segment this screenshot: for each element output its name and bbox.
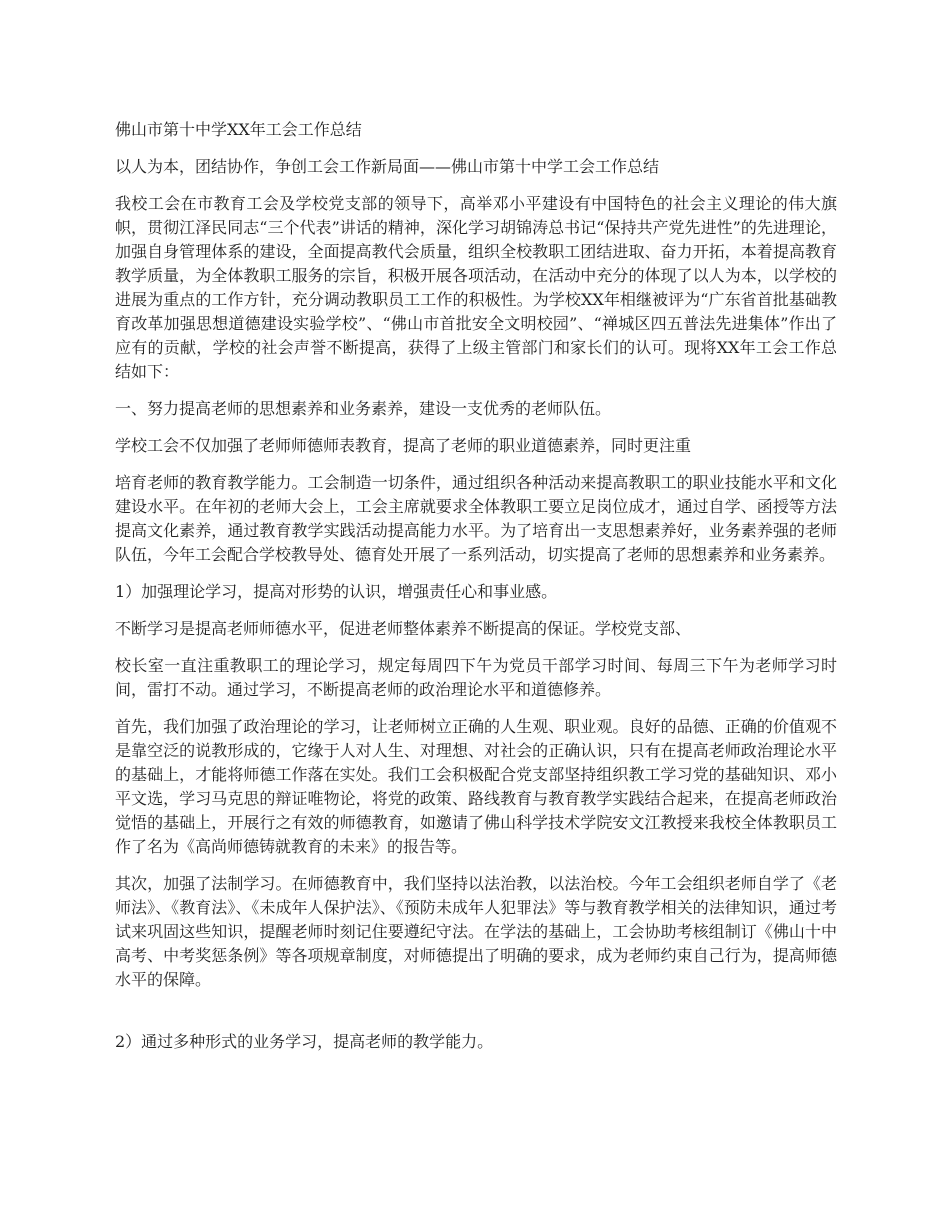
paragraph: 首先，我们加强了政治理论的学习，让老师树立正确的人生观、职业观。良好的品德、正确的价值观不是靠空泛的说教形成的，它缘于人对人生、对理想、对社会的正确认识，只有在提高老师政治理论水平的基础上，才能将师德工作落在实处。我们工会积极配合党支部坚持组织教工学习党的基础知识、邓小平文选，学习马克思的辩证唯物论，将党的政策、路线教育与教育教学实践结合起来，在提高老师政治觉悟的基础上，开展行之有效的师德教育，如邀请了佛山科学技术学院安文江教授来我校全体教职员工作了名为《高尚师德铸就教育的未来》的报告等。: [115, 717, 837, 856]
paragraph: 其次，加强了法制学习。在师德教育中，我们坚持以法治教，以法治校。今年工会组织老师自学了《老师法》、《教育法》、《未成年人保护法》、《预防未成年人犯罪法》等与教育教学相关的法律知识，通过考试来巩固这些知识，提醒老师时刻记住要遵纪守法。在学法的基础上，工会协助考核组制订《佛山十中高考、中考奖惩条例》等各项规章制度，对师德提出了明确的要求，成为老师约束自己行为，提高师德水平的保障。: [115, 874, 837, 989]
section-heading-1: 一、努力提高老师的思想素养和业务素养，建设一支优秀的老师队伍。: [115, 399, 612, 418]
paragraph: 培育老师的教育教学能力。工会制造一切条件，通过组织各种活动来提高教职工的职业技能水平和文化建设水平。在年初的老师大会上，工会主席就要求全体教职工要立足岗位成才，通过自学、函授等方法提高文化素养，通过教育教学实践活动提高能力水平。为了培育出一支思想素养好，业务素养强的老师队伍，今年工会配合学校教导处、德育处开展了一系列活动，切实提高了老师的思想素养和业务素养。: [115, 473, 837, 564]
paragraph: 不断学习是提高老师师德水平，促进老师整体素养不断提高的保证。学校党支部、: [115, 619, 692, 638]
document-title: 佛山市第十中学XX年工会工作总结: [115, 120, 362, 139]
paragraph: 校长室一直注重教职工的理论学习，规定每周四下午为党员干部学习时间、每周三下午为老师学习时间，雷打不动。通过学习，不断提高老师的政治理论水平和道德修养。: [115, 656, 837, 699]
document-subtitle: 以人为本，团结协作，争创工会工作新局面——佛山市第十中学工会工作总结: [115, 157, 660, 176]
paragraph: 学校工会不仅加强了老师师德师表教育，提高了老师的职业道德素养，同时更注重: [115, 436, 692, 455]
document-body: [115, 118, 837, 1067]
subsection-heading-1: 1）加强理论学习，提高对形势的认识，增强责任心和事业感。: [115, 582, 558, 601]
paragraph-intro: 我校工会在市教育工会及学校党支部的领导下，高举邓小平建设有中国特色的社会主义理论的伟大旗帜，贯彻江泽民同志“三个代表”讲话的精神，深化学习胡锦涛总书记“保持共产党先进性”的先进理论，加强自身管理体系的建设，全面提高教代会质量，组织全校教职工团结进取、奋力开拓，本着提高教育教学质量，为全体教职工服务的宗旨，积极开展各项活动，在活动中充分的体现了以人为本，以学校的进展为重点的工作方针，充分调动教职员工工作的积极性。为学校XX年相继被评为“广东省首批基础教育改革加强思想道德建设实验学校”、“佛山市首批安全文明校园”、“禅城区四五普法先进集体”作出了应有的贡献，学校的社会声誉不断提高，获得了上级主管部门和家长们的认可。现将XX年工会工作总结如下：: [115, 194, 837, 381]
subsection-heading-2: 2）通过多种形式的业务学习，提高老师的教学能力。: [115, 1032, 494, 1051]
